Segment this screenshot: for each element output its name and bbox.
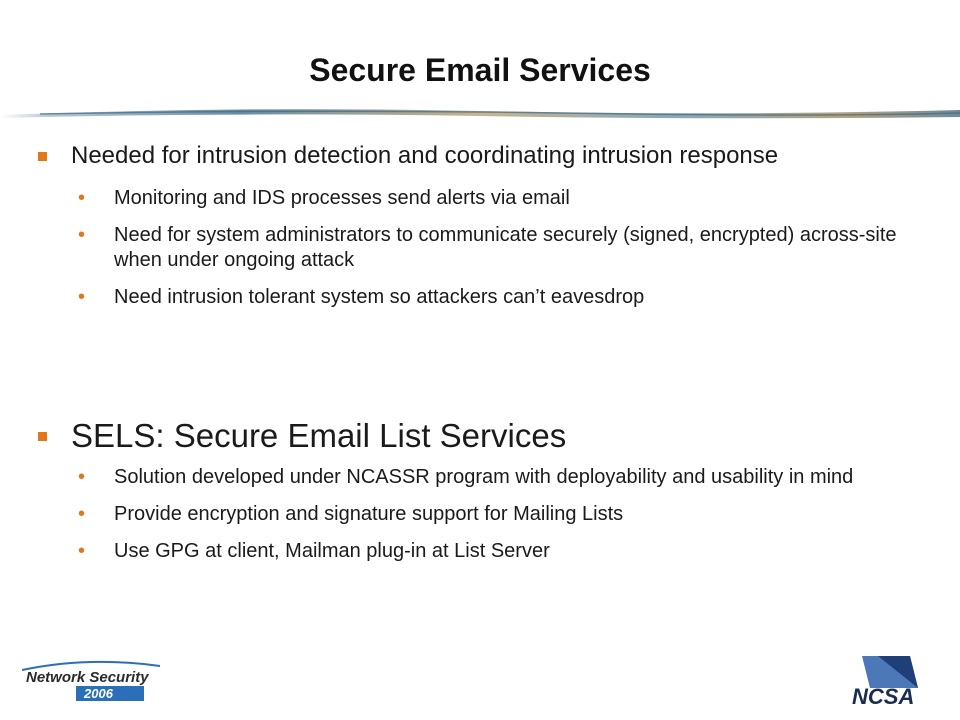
list-item xyxy=(38,186,918,211)
bullet-text: Provide encryption and signature support for Mailing Lists xyxy=(114,503,624,525)
slide-title: Secure Email Services xyxy=(309,52,651,88)
logo-line2: 2006 xyxy=(84,686,113,701)
list-item xyxy=(38,539,918,564)
dot-bullet-icon: • xyxy=(78,503,86,525)
list-item xyxy=(38,465,918,490)
logo-text: NCSA xyxy=(852,684,915,708)
list-item xyxy=(38,502,918,527)
level1-item xyxy=(38,140,918,172)
sub-bullet-list xyxy=(38,465,918,564)
section-intrusion-needs xyxy=(38,140,918,310)
bullet-text: Need intrusion tolerant system so attackers can’t eavesdrop xyxy=(114,286,645,308)
square-bullet-icon xyxy=(38,152,47,161)
square-bullet-icon xyxy=(38,432,47,441)
dot-bullet-icon: • xyxy=(78,224,86,246)
network-security-logo xyxy=(18,652,168,702)
bullet-text: Monitoring and IDS processes send alerts via email xyxy=(114,187,570,209)
dot-bullet-icon: • xyxy=(78,286,86,308)
dot-bullet-icon: • xyxy=(78,187,86,209)
bullet-text: Use GPG at client, Mailman plug-in at List Server xyxy=(114,540,550,562)
list-item xyxy=(38,223,918,273)
bullet-text: Need for system administrators to communicate securely (signed, encrypted) across-site when under ongoing attack xyxy=(114,224,897,271)
sub-bullet-list xyxy=(38,186,918,310)
section-sels xyxy=(38,417,918,564)
logo-line1: Network Security xyxy=(26,669,149,686)
ncsa-logo xyxy=(848,652,944,708)
level1-item xyxy=(38,417,918,455)
dot-bullet-icon: • xyxy=(78,540,86,562)
dot-bullet-icon: • xyxy=(78,466,86,488)
level1-text: Needed for intrusion detection and coordinating intrusion response xyxy=(71,142,779,169)
level1-text: SELS: Secure Email List Services xyxy=(71,417,567,454)
list-item xyxy=(38,285,918,310)
bullet-text: Solution developed under NCASSR program with deployability and usability in mind xyxy=(114,466,854,488)
title-underline-bar xyxy=(0,106,960,120)
